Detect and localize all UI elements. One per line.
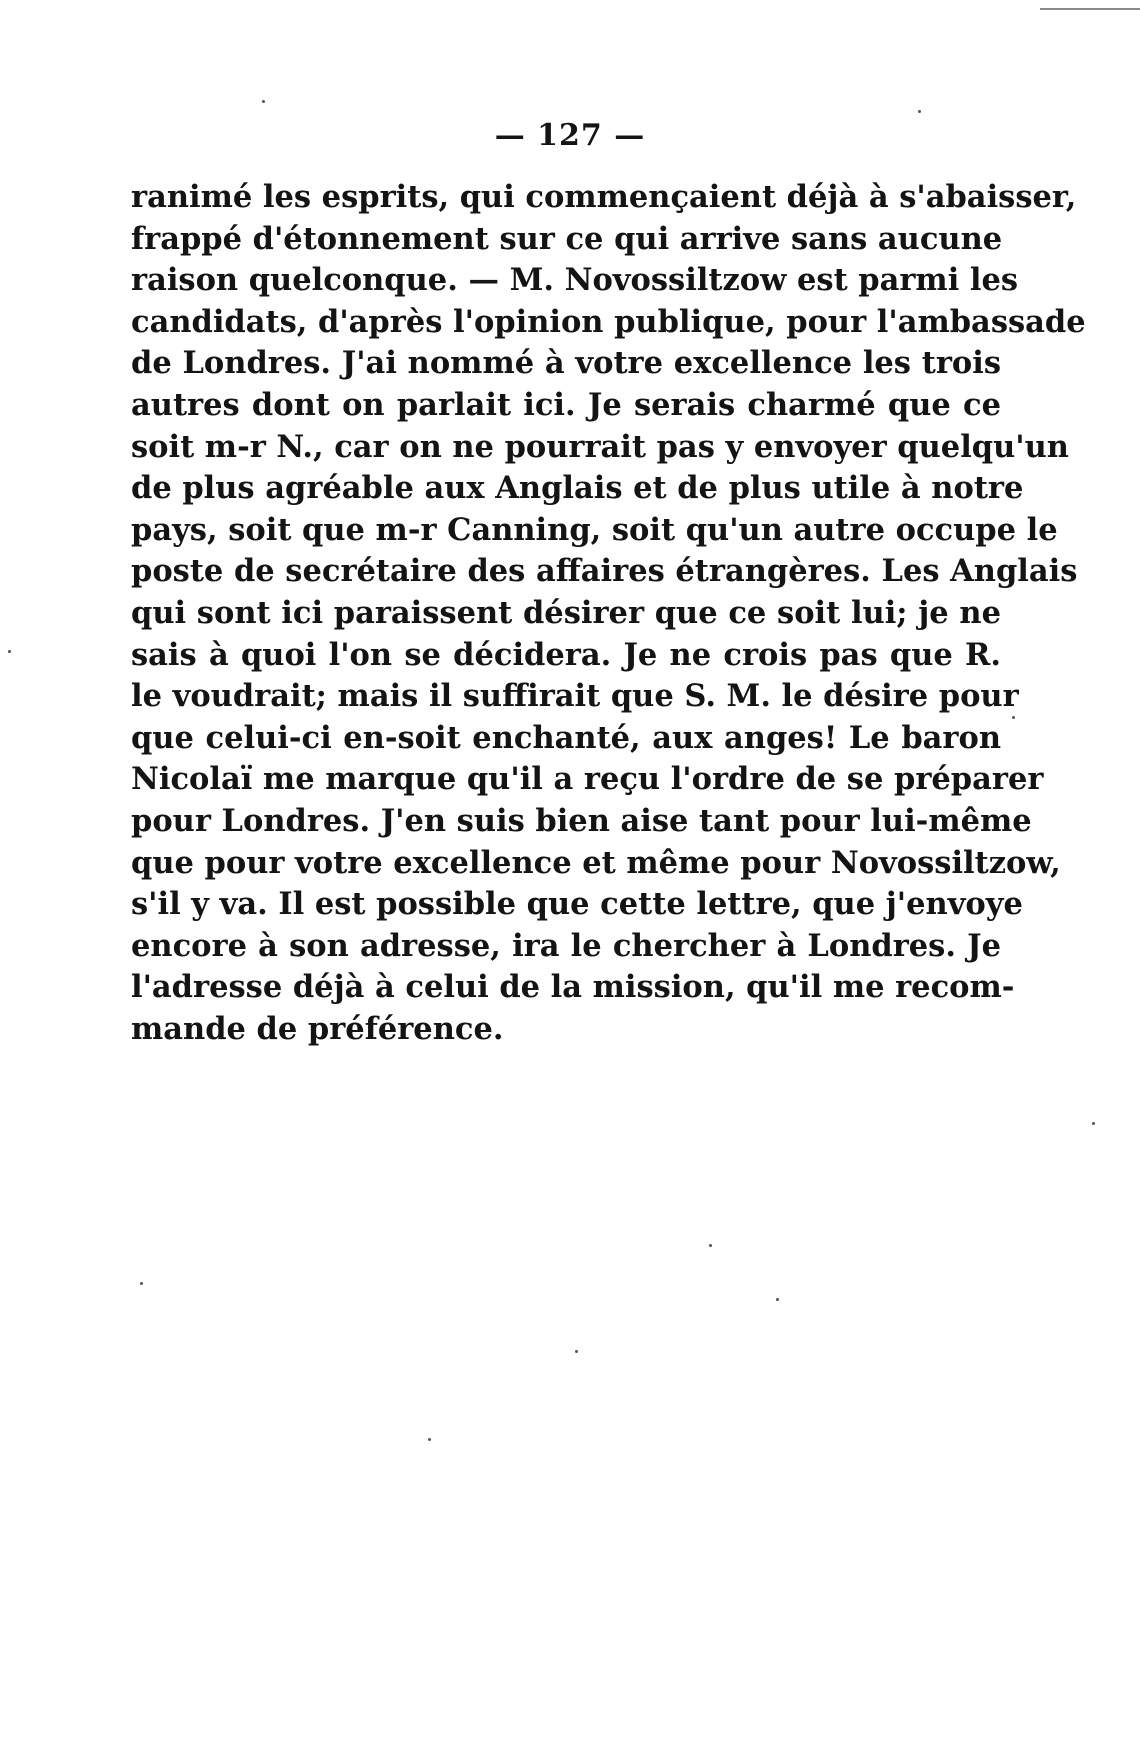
scan-speck xyxy=(1012,716,1015,719)
scan-speck xyxy=(709,1244,712,1247)
page-number: — 127 — xyxy=(494,118,646,153)
text-line: pays, soit que m-r Canning, soit qu'un autre occupe le xyxy=(131,511,1058,548)
scan-speck xyxy=(918,110,921,113)
text-line: frappé d'étonnement sur ce qui arrive sans aucune xyxy=(131,220,1003,257)
text-line: soit m-r N., car on ne pourrait pas y envoyer quelqu'un xyxy=(131,428,1069,465)
text-line: mande de préférence. xyxy=(131,1010,504,1047)
text-line: poste de secrétaire des affaires étrangères. Les Anglais xyxy=(131,553,1078,590)
scan-speck xyxy=(575,1350,578,1353)
scan-edge-rule xyxy=(1040,8,1140,10)
text-line: candidats, d'après l'opinion publique, pour l'ambassade xyxy=(131,303,1086,340)
text-line: le voudrait; mais il suffirait que S. M. le désire pour xyxy=(131,678,1019,715)
text-line: sais à quoi l'on se décidera. Je ne crois pas que R. xyxy=(131,636,1001,673)
scan-speck xyxy=(1092,1122,1095,1125)
body-text xyxy=(131,177,1086,1050)
text-line: que celui-ci en-soit enchanté, aux anges! Le baron xyxy=(131,719,1001,756)
text-line: que pour votre excellence et même pour Novossiltzow, xyxy=(131,844,1061,881)
scan-speck xyxy=(140,1282,143,1285)
text-line: qui sont ici paraissent désirer que ce soit lui; je ne xyxy=(131,594,1001,631)
text-line: s'il y va. Il est possible que cette lettre, que j'envoye xyxy=(131,886,1023,923)
text-line: encore à son adresse, ira le chercher à Londres. Je xyxy=(131,927,1001,964)
text-line: l'adresse déjà à celui de la mission, qu'il me recom- xyxy=(131,969,1015,1006)
text-line: Nicolaï me marque qu'il a reçu l'ordre de se préparer xyxy=(131,761,1044,798)
text-line: raison quelconque. — M. Novossiltzow est parmi les xyxy=(131,262,1019,299)
text-line: autres dont on parlait ici. Je serais charmé que ce xyxy=(131,386,1001,423)
scan-speck xyxy=(262,100,265,103)
text-line: de plus agréable aux Anglais et de plus utile à notre xyxy=(131,470,1024,507)
text-line: ranimé les esprits, qui commençaient déjà à s'abaisser, xyxy=(131,179,1077,215)
scan-speck xyxy=(428,1438,431,1441)
scan-speck xyxy=(776,1298,779,1301)
text-line: de Londres. J'ai nommé à votre excellence les trois xyxy=(131,345,1001,382)
text-line: pour Londres. J'en suis bien aise tant pour lui-même xyxy=(131,802,1032,839)
scan-speck xyxy=(8,650,11,653)
